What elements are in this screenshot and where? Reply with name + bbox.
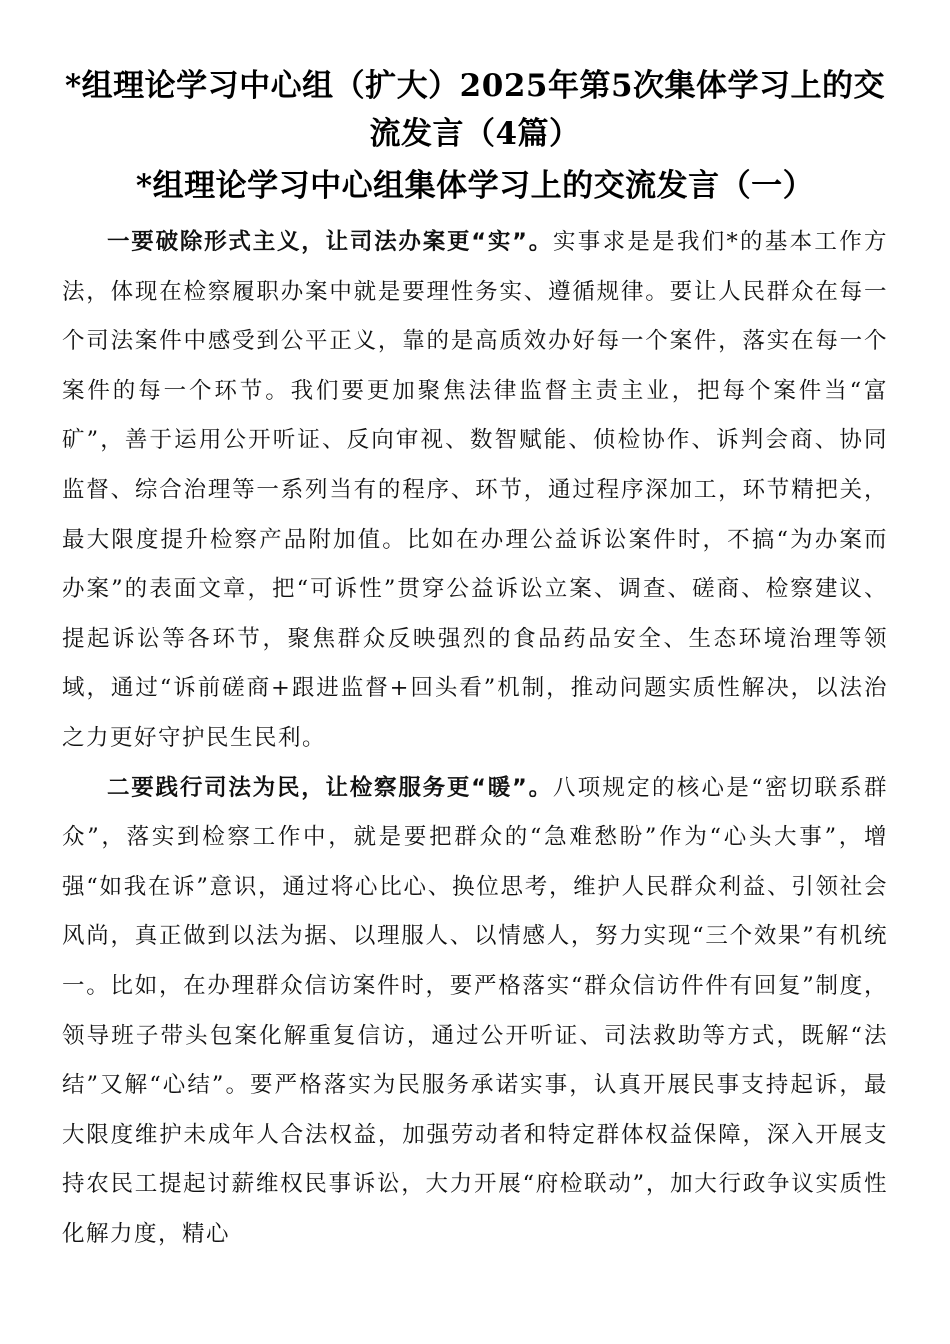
- paragraph-1-body: 实事求是是我们*的基本工作方法，体现在检察履职办案中就是要理性务实、遵循规律。要让人民群众在每一个司法案件中感受到公平正义，靠的是高质效办好每一个案件，落实在每一个案件的每一个环节。我们要更加聚焦法律监督主责主业，把每个案件当“富矿”，善于运用公开听证、反向审视、数智赋能、侦检协作、诉判会商、协同监督、综合治理等一系列当有的程序、环节，通过程序深加工，环节精把关，最大限度提升检察产品附加值。比如在办理公益诉讼案件时，不搞“为办案而办案”的表面文章，把“可诉性”贯穿公益诉讼立案、调查、磋商、检察建议、提起诉讼等各环节，聚焦群众反映强烈的食品药品安全、生态环境治理等领域，通过“诉前磋商+跟进监督+回头看”机制，推动问题实质性解决，以法治之力更好守护民生民利。: [62, 229, 888, 751]
- paragraph-2: [62, 764, 888, 1260]
- paragraph-1: [62, 218, 888, 764]
- document-page: [62, 62, 888, 1259]
- paragraph-1-lead: 一要破除形式主义，让司法办案更“实”。: [107, 229, 554, 255]
- paragraph-2-body: 八项规定的核心是“密切联系群众”，落实到检察工作中，就是要把群众的“急难愁盼”作为“心头大事”，增强“如我在诉”意识，通过将心比心、换位思考，维护人民群众利益、引领社会风尚，真正做到以法为据、以理服人、以情感人，努力实现“三个效果”有机统一。比如，在办理群众信访案件时，要严格落实“群众信访件件有回复”制度，领导班子带头包案化解重复信访，通过公开听证、司法救助等方式，既解“法结”又解“心结”。要严格落实为民服务承诺实事，认真开展民事支持起诉，最大限度维护未成年人合法权益，加强劳动者和特定群体权益保障，深入开展支持农民工提起讨薪维权民事诉讼，大力开展“府检联动”，加大行政争议实质性化解力度，精心: [62, 774, 888, 1247]
- paragraph-2-lead: 二要践行司法为民，让检察服务更“暖”。: [107, 774, 553, 801]
- document-subtitle: *组理论学习中心组集体学习上的交流发言（一）: [135, 168, 815, 204]
- document-title: *组理论学习中心组（扩大）2025年第5次集体学习上的交流发言（4篇）: [64, 68, 886, 152]
